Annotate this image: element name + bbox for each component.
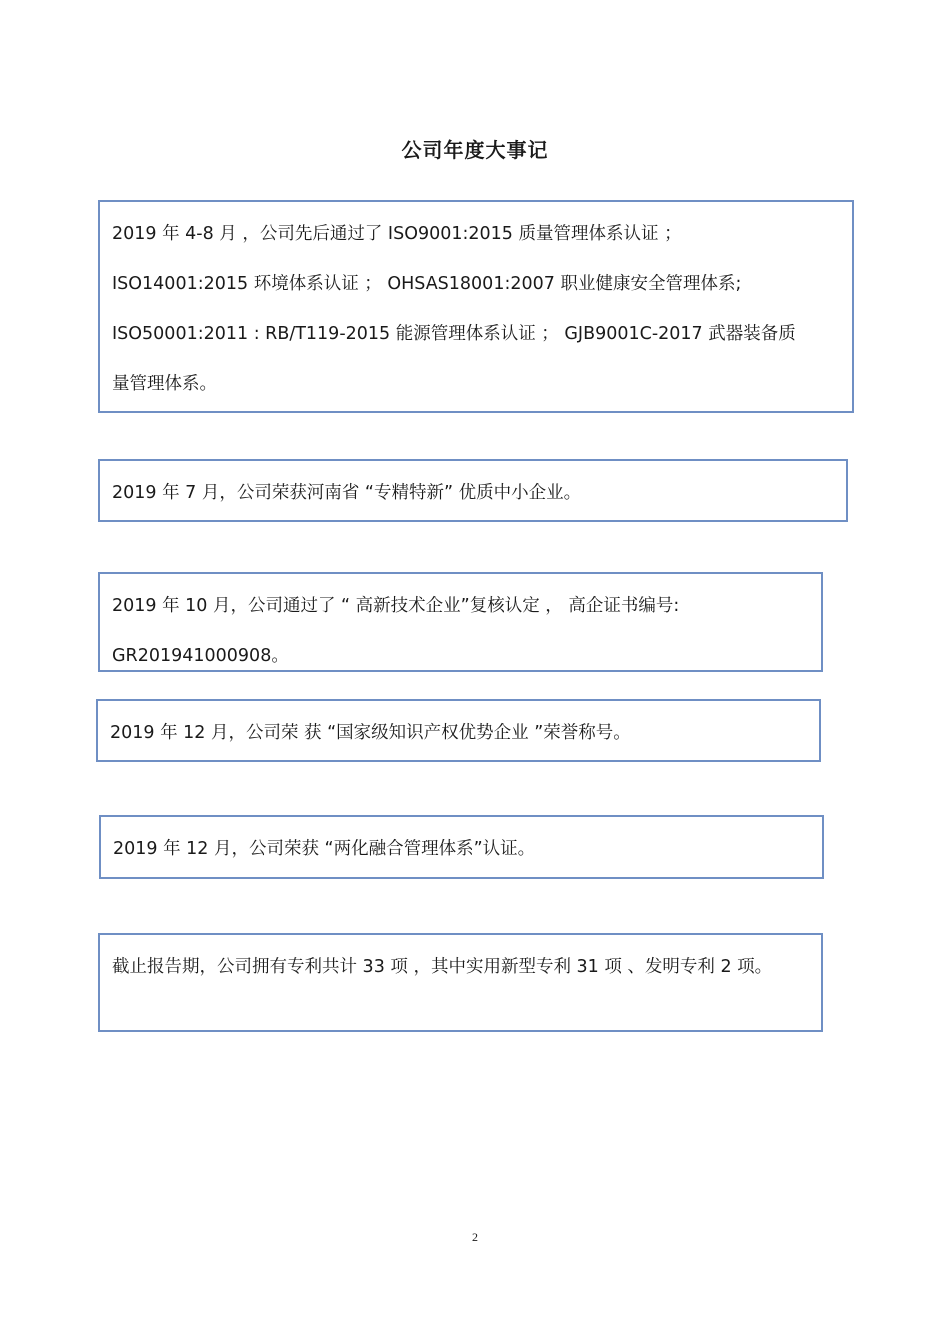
event-box-patents: [98, 933, 823, 1032]
event-text-line: 截止报告期，公司拥有专利共计 33 项 ，其中实用新型专利 31 项 、发明专利 2 项。: [112, 957, 773, 977]
event-text-line: ISO50001:2011 : RB/T119-2015 能源管理体系认证 ； GJB9001C-2017 武器装备质: [112, 324, 796, 344]
event-box-2019-10-high-tech: [98, 572, 823, 672]
event-box-2019-12-integration-cert: [99, 815, 824, 879]
event-text-line: 2019 年 10 月，公司通过了 “ 高新技术企业”复核认定 ， 高企证书编号:: [112, 596, 680, 616]
page-title: 公司年度大事记: [401, 138, 549, 162]
event-text-line: 2019 年 4-8 月 ，公司先后通过了 ISO9001:2015 质量管理体系认证 ；: [112, 224, 682, 244]
event-box-2019-12-ip-award: [96, 699, 821, 762]
event-text-line: GR201941000908。: [112, 646, 289, 666]
event-box-2019-iso-certifications: [98, 200, 854, 413]
event-text-line: 2019 年 12 月，公司荣获 “两化融合管理体系”认证。: [113, 839, 536, 859]
event-text-line: 量管理体系。: [112, 374, 217, 394]
event-text-line: 2019 年 7 月，公司荣获河南省 “专精特新” 优质中小企业。: [112, 483, 582, 503]
page-number: 2: [472, 1230, 478, 1244]
event-text-line: ISO14001:2015 环境体系认证 ； OHSAS18001:2007 职业健康安全管理体系;: [112, 274, 742, 294]
event-text-line: 2019 年 12 月，公司荣 获 “国家级知识产权优势企业 ”荣誉称号。: [110, 723, 631, 743]
event-box-2019-07-award: [98, 459, 848, 522]
